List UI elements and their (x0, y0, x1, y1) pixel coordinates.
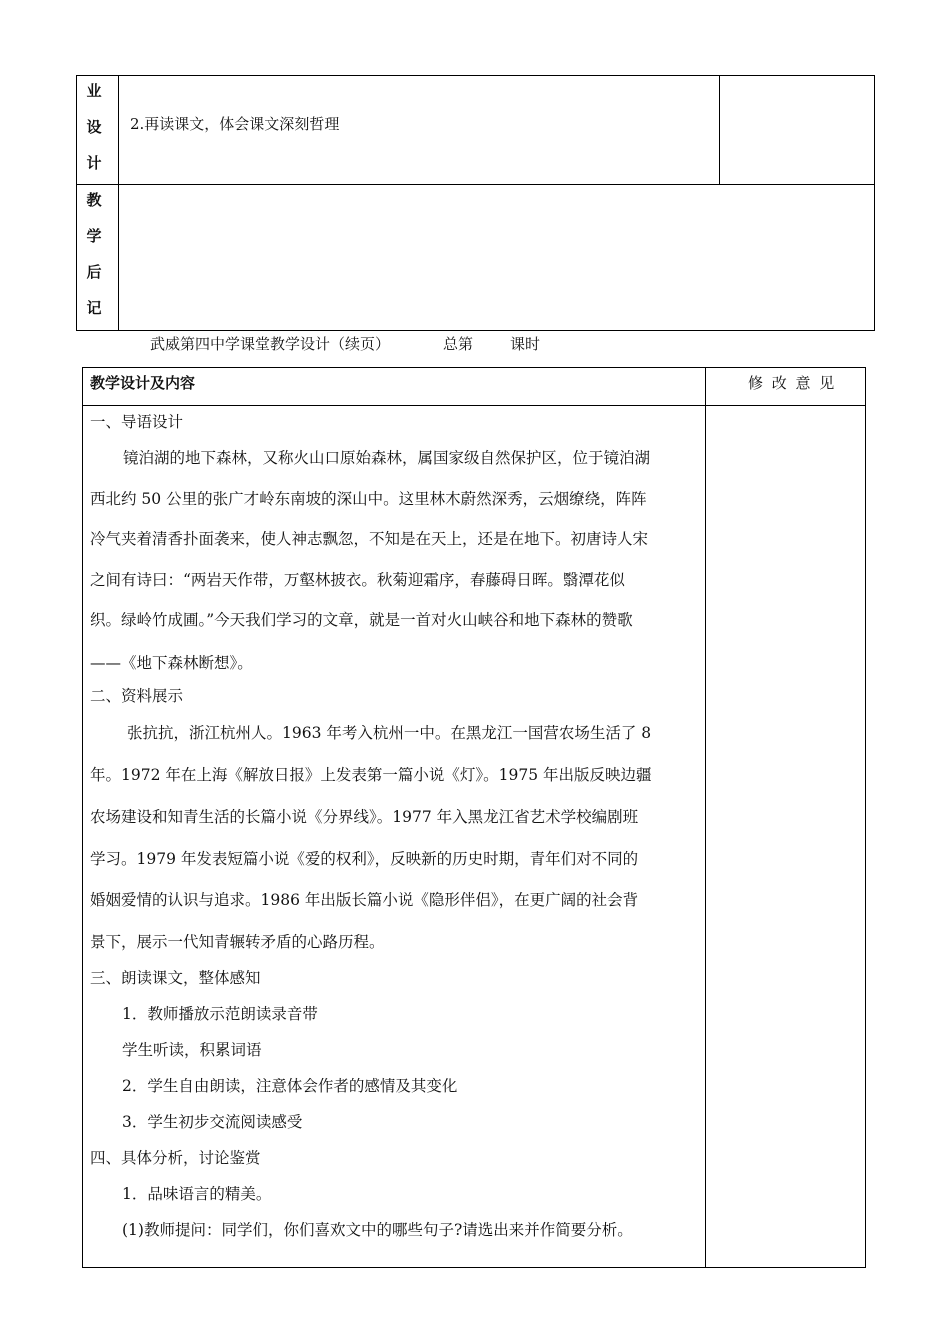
column-header-revision: 修 改 意 见 (748, 374, 837, 392)
paragraph-line: 景下，展示一代知青辗转矛盾的心路历程。 (90, 933, 385, 951)
total-label: 总第 (443, 335, 474, 353)
paragraph-line: 学习。1979 年发表短篇小说《爱的权利》，反映新的历史时期，青年们对不同的 (90, 850, 639, 868)
list-item: (1)教师提问：同学们，你们喜欢文中的哪些句子?请选出来并作简要分析。 (122, 1221, 633, 1239)
paragraph-line: 之间有诗曰：“两岩天作带，万壑林披衣。秋菊迎霜序，春藤碍日晖。翳潭花似 (90, 571, 625, 589)
section-heading: 四、具体分析，讨论鉴赏 (90, 1149, 261, 1167)
list-item: 3．学生初步交流阅读感受 (122, 1113, 303, 1131)
list-item: 学生听读，积累词语 (122, 1041, 262, 1059)
period-label: 课时 (510, 335, 541, 353)
paragraph-line: 婚姻爱情的认识与追求。1986 年出版长篇小说《隐形伴侣》，在更广阔的社会背 (90, 891, 639, 909)
paragraph-line: 张抗抗，浙江杭州人。1963 年考入杭州一中。在黑龙江一国营农场生活了 8 (127, 724, 652, 742)
row-label-char: 记 (86, 299, 102, 317)
paragraph-line: 织。绿岭竹成圃。”今天我们学习的文章，就是一首对火山峡谷和地下森林的赞歌 (90, 611, 633, 629)
section-heading: 三、朗读课文，整体感知 (90, 969, 261, 987)
paragraph-line: 农场建设和知青生活的长篇小说《分界线》。1977 年入黑龙江省艺术学校编剧班 (90, 808, 639, 826)
row-label-char: 学 (86, 227, 102, 245)
row-label-char: 计 (86, 154, 102, 172)
list-item: 2．学生自由朗读，注意体会作者的感情及其变化 (122, 1077, 458, 1095)
homework-item: 2.再读课文，体会课文深刻哲理 (130, 115, 340, 133)
list-item: 1．品味语言的精美。 (122, 1185, 272, 1203)
row-label-char: 教 (86, 191, 102, 209)
section-heading: 一、导语设计 (90, 413, 184, 431)
list-item: 1．教师播放示范朗读录音带 (122, 1005, 318, 1023)
paragraph-line: 镜泊湖的地下森林，又称火山口原始森林，属国家级自然保护区，位于镜泊湖 (123, 449, 651, 467)
page-title: 武威第四中学课堂教学设计（续页） (150, 335, 391, 353)
paragraph-line: 西北约 50 公里的张广才岭东南坡的深山中。这里林木蔚然深秀，云烟缭绕，阵阵 (90, 490, 647, 508)
paragraph-line: ——《地下森林断想》。 (90, 654, 253, 672)
row-label-char: 后 (86, 263, 102, 281)
paragraph-line: 冷气夹着清香扑面袭来，使人神志飘忽，不知是在天上，还是在地下。初唐诗人宋 (90, 530, 649, 548)
row-label-char: 业 (86, 82, 102, 100)
paragraph-line: 年。1972 年在上海《解放日报》上发表第一篇小说《灯》。1975 年出版反映边疆 (90, 766, 652, 784)
column-header-content: 教学设计及内容 (90, 374, 196, 392)
section-heading: 二、资料展示 (90, 687, 184, 705)
row-label-char: 设 (86, 118, 102, 136)
